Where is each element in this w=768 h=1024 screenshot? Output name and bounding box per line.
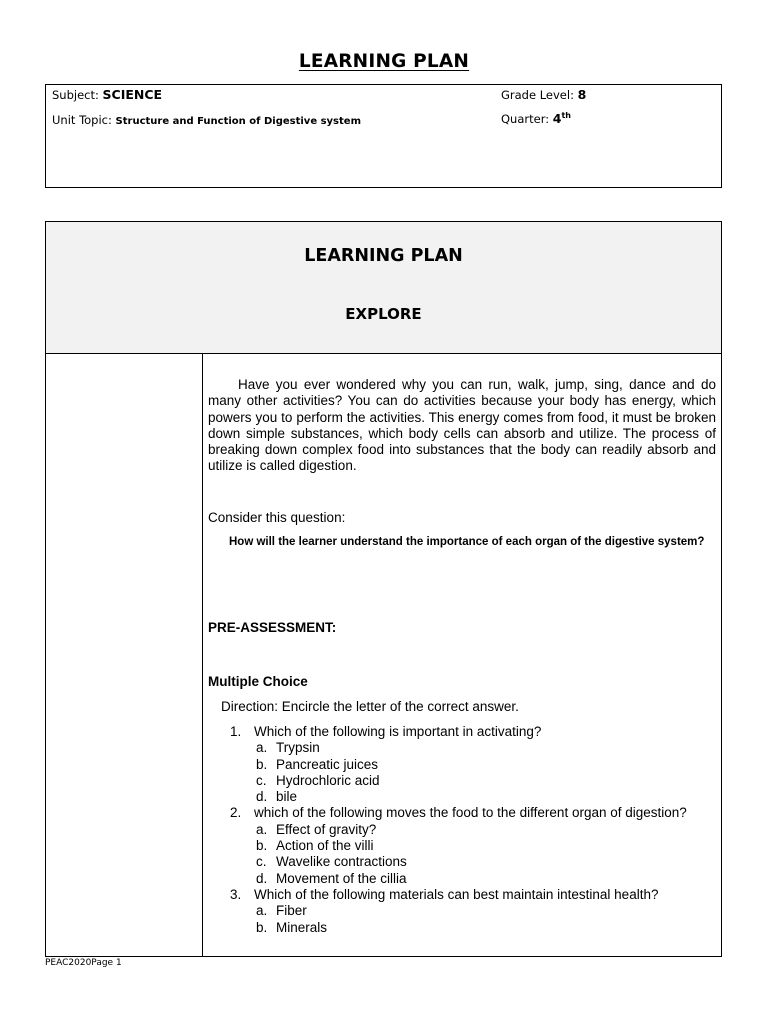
topic-field: Unit Topic: Structure and Function of Digestive system: [52, 113, 361, 127]
option-text: Action of the villi: [276, 838, 374, 854]
option-letter: c.: [256, 772, 267, 788]
question-text: Which of the following is important in activating?: [254, 724, 542, 739]
section-subheading: EXPLORE: [345, 305, 422, 323]
option-item: [208, 920, 716, 936]
option-letter: a.: [256, 821, 268, 837]
grade-field: Grade Level: 8: [501, 87, 587, 102]
option-text: Pancreatic juices: [276, 756, 379, 772]
subject-field: Subject: SCIENCE: [52, 87, 163, 102]
quarter-value: 4: [552, 111, 562, 126]
page-title: LEARNING PLAN: [298, 51, 470, 72]
column-divider: [202, 353, 203, 956]
option-item: [208, 773, 716, 789]
subject-value: SCIENCE: [102, 87, 163, 102]
quarter-suffix: th: [561, 111, 571, 121]
option-text: Fiber: [276, 903, 307, 919]
option-text: Effect of gravity?: [276, 821, 377, 837]
section-heading: LEARNING PLAN: [304, 246, 463, 266]
question-item: [208, 887, 716, 936]
question-text: which of the following moves the food to the different organ of digestion?: [254, 805, 687, 821]
question-item: [208, 805, 716, 886]
option-letter: b.: [256, 919, 268, 935]
option-item: [208, 757, 716, 773]
info-table: [45, 84, 722, 188]
direction-text: Direction: Encircle the letter of the correct answer.: [221, 699, 519, 714]
option-letter: b.: [256, 838, 268, 854]
intro-paragraph: Have you ever wondered why you can run, walk, jump, sing, dance and do many other activities? You can do activities because your body has energy, which powers you to perform the activities. This energy comes from food, it must be broken down simple substances, which body cells can absorb and utilize. The process of breaking down complex food into substances that the body can readily absorb and utilize is called digestion.: [208, 377, 716, 474]
question-number: 1.: [230, 724, 242, 739]
quarter-field: Quarter: 4th: [501, 111, 571, 126]
option-text: Minerals: [276, 919, 328, 935]
option-item: [208, 838, 716, 854]
option-item: [208, 903, 716, 919]
grade-value: 8: [577, 87, 587, 102]
consider-text: Consider this question:: [208, 510, 346, 525]
option-letter: a.: [256, 903, 268, 919]
option-letter: b.: [256, 756, 268, 772]
question-item: [208, 724, 716, 805]
multiple-choice-heading: Multiple Choice: [208, 674, 308, 689]
option-item: [208, 740, 716, 756]
option-text: bile: [276, 789, 298, 805]
learning-plan-table: [45, 221, 722, 957]
option-text: Trypsin: [276, 740, 320, 756]
pre-assessment-heading: PRE-ASSESSMENT:: [208, 620, 337, 635]
page-footer: PEAC2020Page 1: [45, 958, 122, 968]
option-letter: d.: [256, 870, 268, 886]
option-item: [208, 871, 716, 887]
option-text: Movement of the cillia: [276, 870, 407, 886]
option-item: [208, 854, 716, 870]
option-letter: a.: [256, 740, 268, 756]
question-number: 3.: [230, 886, 242, 902]
topic-value: Structure and Function of Digestive system: [115, 116, 361, 127]
option-item: [208, 789, 716, 805]
section-header: [46, 222, 721, 354]
option-text: Hydrochloric acid: [276, 772, 380, 788]
option-letter: d.: [256, 789, 268, 805]
option-letter: c.: [256, 854, 267, 870]
option-text: Wavelike contractions: [276, 854, 407, 870]
essential-question: How will the learner understand the importance of each organ of the digestive system?: [229, 536, 705, 548]
question-text: Which of the following materials can best maintain intestinal health?: [254, 886, 659, 902]
option-item: [208, 822, 716, 838]
question-list: [208, 724, 716, 936]
content-cell: [208, 377, 716, 935]
question-number: 2.: [230, 805, 242, 821]
